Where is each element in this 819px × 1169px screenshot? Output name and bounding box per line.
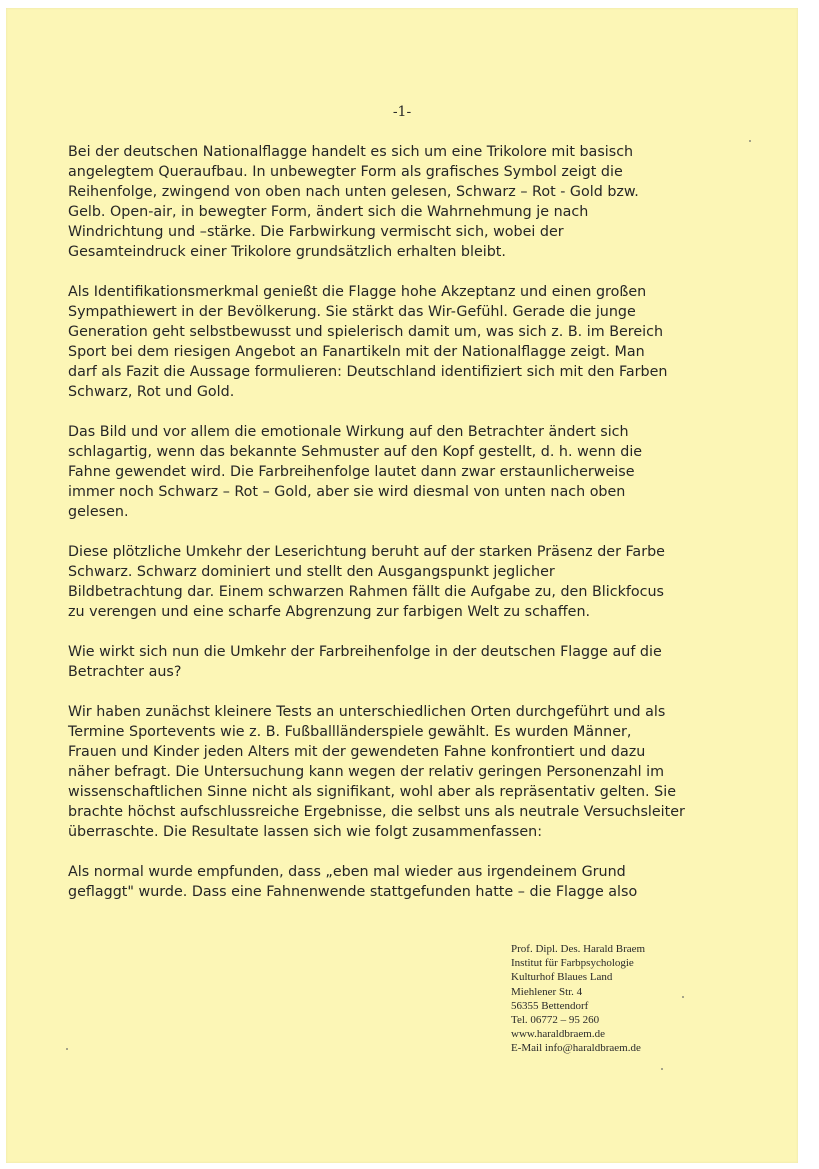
address-venue: Kulturhof Blaues Land	[511, 971, 613, 984]
text-line: Wie wirkt sich nun die Umkehr der Farbreihenfolge in der deutschen Flagge auf die	[68, 644, 662, 660]
scan-speck	[682, 996, 684, 998]
paragraph-6	[68, 702, 698, 842]
text-line: schlagartig, wenn das bekannte Sehmuster auf den Kopf gestellt, d. h. wenn die	[68, 444, 643, 460]
address-block	[511, 942, 645, 1056]
text-line: Betrachter aus?	[68, 664, 182, 680]
scan-speck	[661, 1068, 663, 1070]
text-line: Fahne gewendet wird. Die Farbreihenfolge lautet dann zwar erstaunlicherweise	[68, 464, 635, 480]
address-email: E-Mail info@haraldbraem.de	[511, 1042, 641, 1055]
text-line: näher befragt. Die Untersuchung kann wegen der relativ geringen Personenzahl im	[68, 764, 665, 780]
text-line: Windrichtung und –stärke. Die Farbwirkung vermischt sich, wobei der	[68, 224, 564, 240]
paragraph-2	[68, 282, 698, 402]
text-line: darf als Fazit die Aussage formulieren: Deutschland identifiziert sich mit den Farben	[68, 364, 668, 380]
paragraph-1	[68, 142, 698, 262]
text-line: Diese plötzliche Umkehr der Leserichtung beruht auf der starken Präsenz der Farbe	[68, 544, 665, 560]
address-website: www.haraldbraem.de	[511, 1028, 605, 1041]
address-name: Prof. Dipl. Des. Harald Braem	[511, 943, 646, 955]
paragraph-4	[68, 542, 698, 622]
paragraph-7	[68, 862, 698, 902]
text-line: Gesamteindruck einer Trikolore grundsätzlich erhalten bleibt.	[68, 244, 506, 260]
text-line: Als normal wurde empfunden, dass „eben mal wieder aus irgendeinem Grund	[68, 864, 626, 880]
text-line: Sport bei dem riesigen Angebot an Fanartikeln mit der Nationalflagge zeigt. Man	[68, 344, 645, 360]
text-line: Frauen und Kinder jeden Alters mit der gewendeten Fahne konfrontiert und dazu	[68, 744, 646, 760]
text-line: immer noch Schwarz – Rot – Gold, aber sie wird diesmal von unten nach oben	[68, 484, 626, 500]
text-line: wissenschaftlichen Sinne nicht als signifikant, wohl aber als repräsentativ gelten. Sie	[68, 784, 676, 800]
text-line: Termine Sportevents wie z. B. Fußballländerspiele gewählt. Es wurden Männer,	[68, 724, 632, 740]
text-line: angelegtem Queraufbau. In unbewegter Form als grafisches Symbol zeigt die	[68, 164, 623, 180]
address-city: 56355 Bettendorf	[511, 999, 589, 1012]
scan-speck	[66, 1048, 68, 1050]
text-line: Gelb. Open-air, in bewegter Form, ändert sich die Wahrnehmung je nach	[68, 204, 589, 220]
text-line: Sympathiewert in der Bevölkerung. Sie stärkt das Wir-Gefühl. Gerade die junge	[68, 304, 636, 320]
body-text	[68, 142, 698, 922]
address-institute: Institut für Farbpsychologie	[511, 957, 634, 970]
text-line: Bei der deutschen Nationalflagge handelt es sich um eine Trikolore mit basisch	[68, 144, 634, 160]
text-line: zu verengen und eine scharfe Abgrenzung zur farbigen Welt zu schaffen.	[68, 604, 591, 620]
text-line: brachte höchst aufschlussreiche Ergebnisse, die selbst uns als neutrale Versuchsleiter	[68, 804, 685, 820]
address-street: Miehlener Str. 4	[511, 985, 583, 998]
text-line: überraschte. Die Resultate lassen sich wie folgt zusammenfassen:	[68, 824, 543, 840]
document-page	[6, 8, 798, 1163]
text-line: Das Bild und vor allem die emotionale Wirkung auf den Betrachter ändert sich	[68, 424, 629, 440]
text-line: Bildbetrachtung dar. Einem schwarzen Rahmen fällt die Aufgabe zu, den Blickfocus	[68, 584, 664, 600]
text-line: Wir haben zunächst kleinere Tests an unterschiedlichen Orten durchgeführt und als	[68, 704, 666, 720]
text-line: Schwarz. Schwarz dominiert und stellt den Ausgangspunkt jeglicher	[68, 564, 555, 580]
text-line: Generation geht selbstbewusst und spielerisch damit um, was sich z. B. im Bereich	[68, 324, 664, 340]
paragraph-5	[68, 642, 698, 682]
text-line: geflaggt" wurde. Dass eine Fahnenwende stattgefunden hatte – die Flagge also	[68, 884, 638, 900]
page-number: -1-	[392, 104, 412, 120]
text-line: Als Identifikationsmerkmal genießt die Flagge hohe Akzeptanz und einen großen	[68, 284, 647, 300]
text-line: Schwarz, Rot und Gold.	[68, 384, 235, 400]
text-line: gelesen.	[68, 504, 129, 520]
text-line: Reihenfolge, zwingend von oben nach unten gelesen, Schwarz – Rot - Gold bzw.	[68, 184, 639, 200]
scan-speck	[749, 140, 751, 142]
address-phone: Tel. 06772 – 95 260	[511, 1014, 600, 1027]
paragraph-3	[68, 422, 698, 522]
